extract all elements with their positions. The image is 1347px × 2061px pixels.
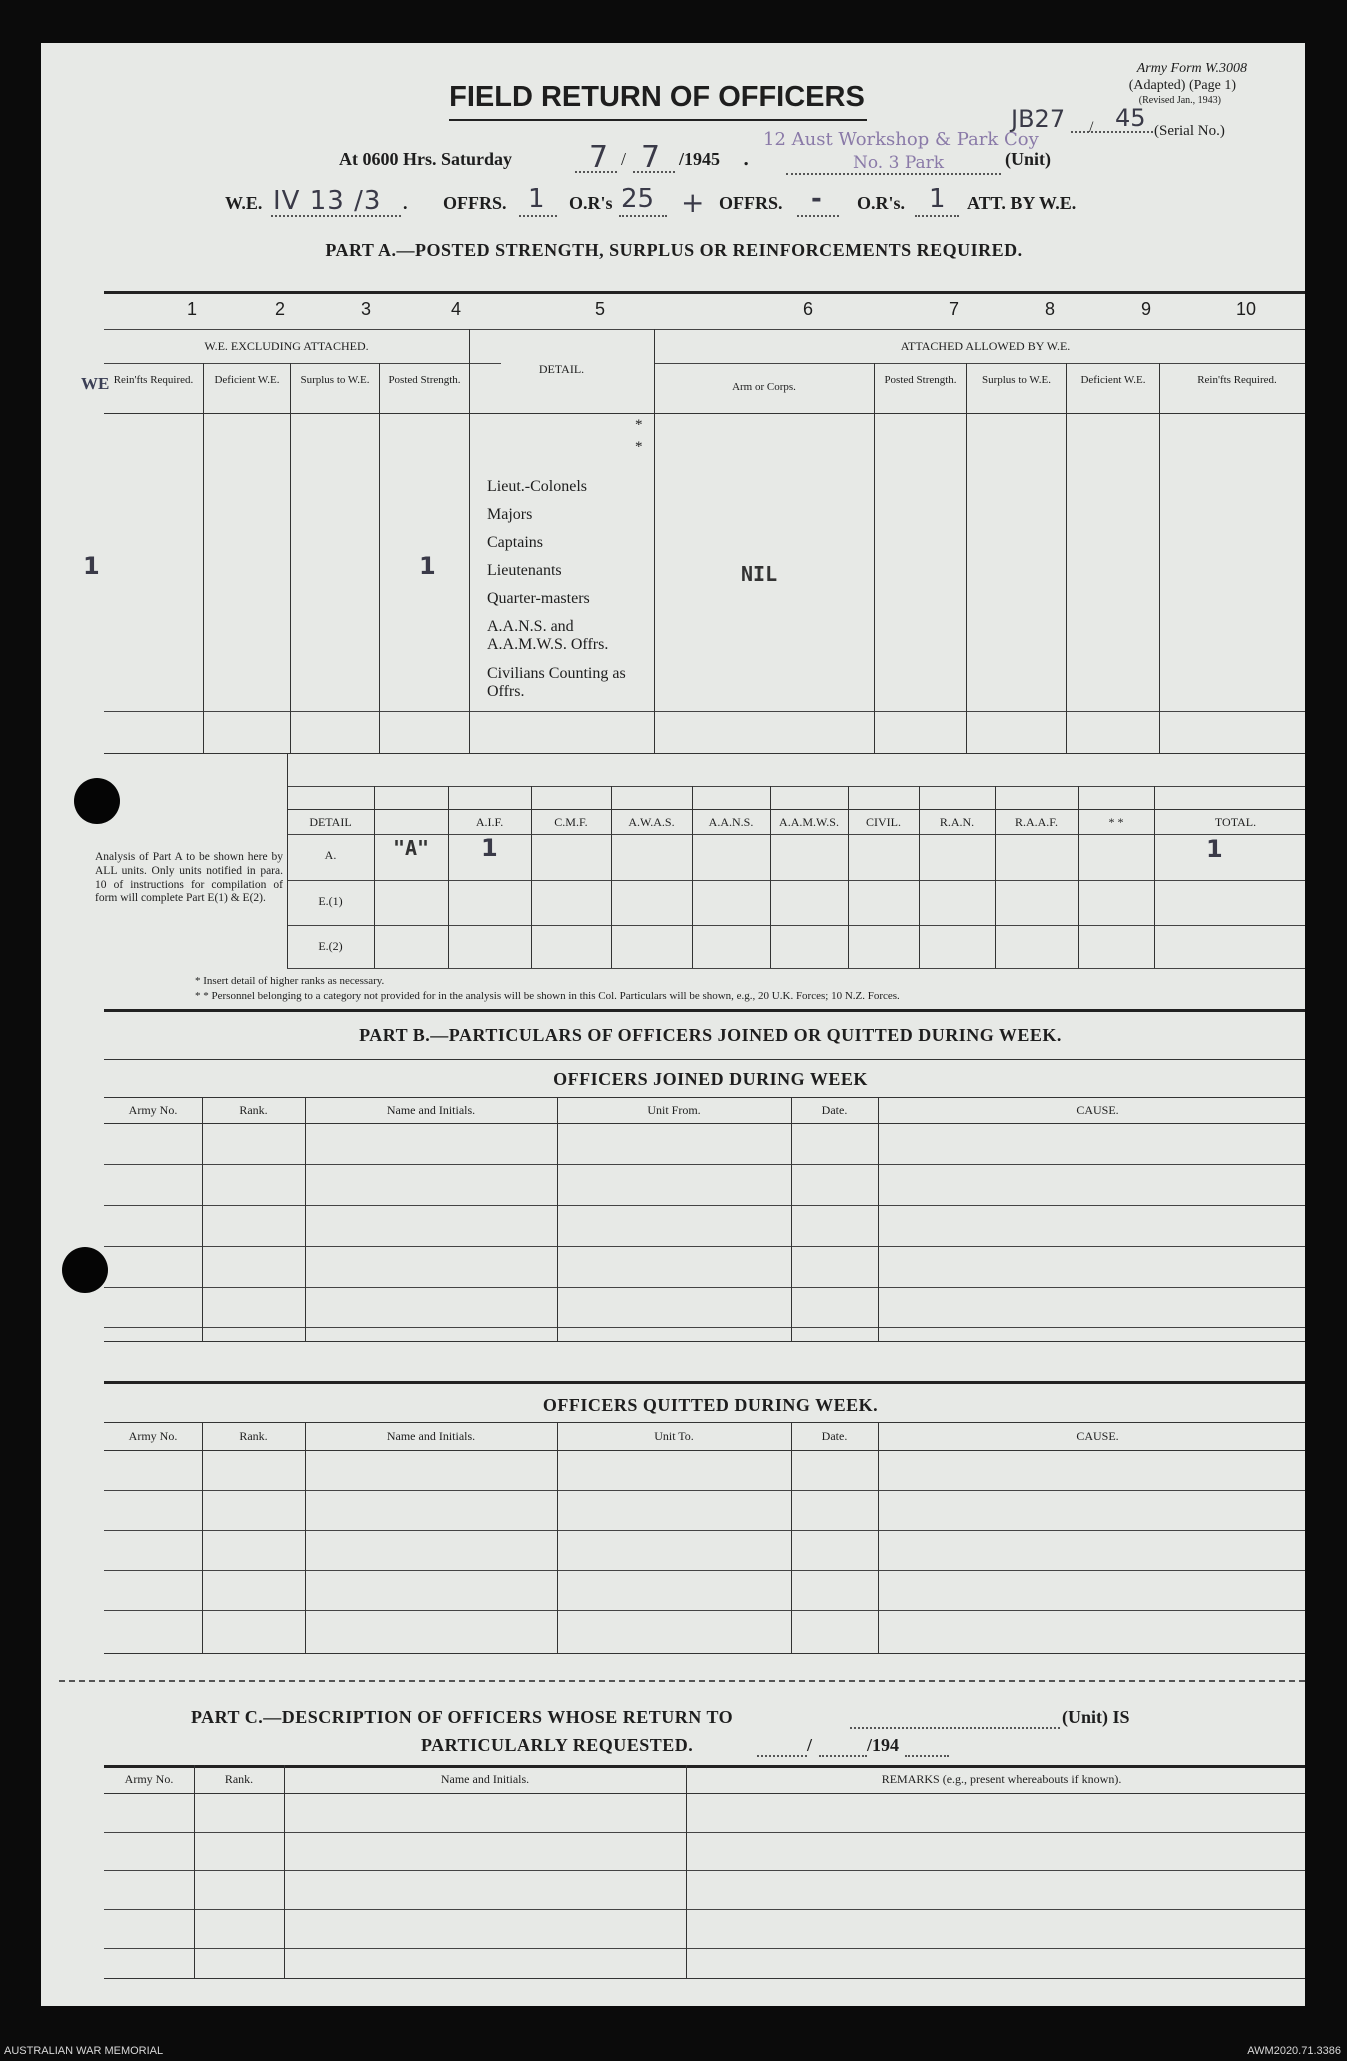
unit-stamp-park: No. 3 Park xyxy=(853,153,945,173)
quitted-header-army-no: Army No. xyxy=(128,1429,178,1443)
mark-left-margin: 1 xyxy=(83,552,100,580)
title-underline xyxy=(449,119,867,121)
joined-header-cause: CAUSE. xyxy=(1076,1103,1119,1117)
nil-stamp: NIL xyxy=(741,562,778,586)
part-b-title: PART B.—PARTICULARS OF OFFICERS JOINED OR QUITTED DURING WEEK. xyxy=(359,1025,1062,1045)
we-excluding-attached-header: W.E. EXCLUDING ATTACHED. xyxy=(204,339,369,353)
footnote-other-category: * * Personnel belonging to a category not provided for in the analysis will be shown in this Col. Particulars will be shown, e.g., 20 U.K. Forces; 10 N.Z. Forces. xyxy=(195,990,900,1002)
form-adapted-note: (Adapted) (Page 1) xyxy=(1128,78,1236,93)
part-c-header-remarks: REMARKS (e.g., present whereabouts if known). xyxy=(881,1772,1122,1786)
unit-stamp: 12 Aust Workshop & Park Coy xyxy=(763,129,1039,150)
analysis-header-awas: A.W.A.S. xyxy=(628,815,675,829)
part-c-unit-field[interactable] xyxy=(850,1727,1060,1729)
part-c-year: /194 xyxy=(867,1735,900,1755)
analysis-header-aans: A.A.N.S. xyxy=(708,815,754,829)
joined-header-name: Name and Initials. xyxy=(386,1103,476,1117)
quitted-header-date: Date. xyxy=(821,1429,848,1443)
part-c-unit-is: (Unit) IS xyxy=(1062,1707,1130,1727)
col-number-10: 10 xyxy=(1235,299,1257,319)
ors2-value: 1 xyxy=(929,184,946,214)
form-title: FIELD RETURN OF OFFICERS xyxy=(449,81,865,113)
asterisk-1: * xyxy=(635,417,643,433)
binder-hole-lower xyxy=(62,1247,108,1293)
analysis-header-other: * * xyxy=(1108,815,1124,829)
header-attached-reinfts: Rein'fts Required. xyxy=(1197,374,1277,386)
header-surplus-we: Surplus to W.E. xyxy=(300,374,370,386)
part-c-header-name: Name and Initials. xyxy=(440,1772,530,1786)
analysis-row-a-total: 1 xyxy=(1206,835,1223,863)
analysis-header-aamws: A.A.M.W.S. xyxy=(779,815,839,829)
joined-header-date: Date. xyxy=(821,1103,848,1117)
attached-allowed-header: ATTACHED ALLOWED BY W.E. xyxy=(900,339,1071,353)
analysis-row-a-aif: 1 xyxy=(481,834,498,862)
archive-credit: AUSTRALIAN WAR MEMORIAL xyxy=(4,2045,164,2057)
analysis-header-civil: CIVIL. xyxy=(866,815,901,829)
part-c-header-rank: Rank. xyxy=(224,1772,254,1786)
at-hours-label: At 0600 Hrs. Saturday xyxy=(339,149,513,169)
analysis-row-e1: E.(1) xyxy=(318,894,343,908)
header-attached-deficient: Deficient W.E. xyxy=(1080,374,1146,386)
analysis-header-total: TOTAL. xyxy=(1214,815,1257,829)
quitted-header-name: Name and Initials. xyxy=(386,1429,476,1443)
rank-majors: Majors xyxy=(487,506,533,523)
detail-header: DETAIL. xyxy=(538,362,585,376)
header-attached-surplus: Surplus to W.E. xyxy=(981,374,1052,386)
ors-value: 25 xyxy=(621,184,655,214)
officers-quitted-title: OFFICERS QUITTED DURING WEEK. xyxy=(542,1395,879,1415)
month-value: 7 xyxy=(641,140,661,175)
analysis-row-a: A. xyxy=(324,848,337,862)
analysis-row-a-mark: "A" xyxy=(392,836,430,860)
analysis-header-raaf: R.A.A.F. xyxy=(1014,815,1059,829)
ors-label: O.R's xyxy=(569,193,613,213)
analysis-note: Analysis of Part A to be shown here by ALL units. Only units notified in para. 10 of instructions for compilation of form will complete Part E(1) & E(2). xyxy=(95,851,283,905)
unit-label: (Unit) xyxy=(1005,149,1051,169)
offrs-label: OFFRS. xyxy=(443,193,507,213)
serial-label: (Serial No.) xyxy=(1154,123,1225,139)
col-number-9: 9 xyxy=(1140,299,1151,319)
col-number-5: 5 xyxy=(594,299,605,319)
quitted-header-cause: CAUSE. xyxy=(1076,1429,1119,1443)
offrs2-value: - xyxy=(811,184,822,214)
officers-joined-title: OFFICERS JOINED DURING WEEK xyxy=(553,1069,868,1089)
rank-captains: Captains xyxy=(487,534,543,551)
part-c-title: PART C.—DESCRIPTION OF OFFICERS WHOSE RETURN TO xyxy=(191,1707,734,1727)
mark-posted-strength: 1 xyxy=(419,552,436,580)
form-page: Army Form W.3008 (Adapted) (Page 1) (Revised Jan., 1943) FIELD RETURN OF OFFICERS JB27 / 45 (Serial No.) At 0600 Hrs. Saturday 7 / 7 /1945 . 12 Aust Workshop & Park Coy No. 3 Park (Unit) W.E. IV 13 /3 . OFFRS. 1 O.R's 25 + OFFRS. - O.R's. 1 ATT. BY W.E. PART A.—POSTED STRENGTH, SURPLUS OR REINFORCEMENTS REQUIRED. 1 2 3 4 5 6 7 8 9 10 W.E. EXCLUDING ATTACHED. ATTACHED ALLOWED BY W.E. DETAIL. WE Rein'fts Required. Deficient W.E. Surplus to W.E. Posted Strength. Arm or Corps. Posted Strength. Surplus to W.E. Deficient W.E. Rein'fts Required. * * Lieut.-Colonels Majors Captains Lieutenants Quarter-masters A.A.N.S. and A.A.M.W.S. Offrs. Civilians Counting as Offrs. 1 1 NIL DETAIL A.I.F. C.M.F. A.W.A.S. A.A.N.S. A.A.M.W.S. CIVIL. R.A.N. R.A.A.F. * * TOTAL. A. E.(1) E.(2) "A" 1 1 Analysis of Part A to be shown here by ALL units. Only units notified in para. 10 of instructions for compilation of form will complete Part E(1) & E(2). * Insert detail of higher ranks as necessary. * * Personnel belonging to a category not provided for in the analysis will be shown in this Col. Particulars will be shown, e.g., 20 U.K. Forces; 10 N.Z. Forces. PART B.—PARTICULARS OF OFFICERS JOINED OR QUITTED DURING WEEK. OFFICERS JOINED DURING WEEK Army No. Rank. Name and Initials. Unit From. Date. CAUSE. OFFICERS QUITTED DURING WEEK. Army No. Rank. Name and Initials. Unit To. Date. CAUSE. PART C.—DESCRIPTION OF OFFICERS WHOSE RETURN TO (Unit) IS PARTICULARLY REQUESTED. / /194 Army No. Rank. Name and Initials. REMARKS (e.g., present whereabouts if known). xyxy=(41,43,1305,2006)
col-number-6: 6 xyxy=(802,299,813,319)
joined-header-unit-from: Unit From. xyxy=(647,1103,701,1117)
part-c-month-field[interactable] xyxy=(819,1755,867,1757)
footnote-higher-ranks: * Insert detail of higher ranks as necessary. xyxy=(195,975,385,987)
serial-number: 45 xyxy=(1115,104,1146,132)
analysis-header-cmf: C.M.F. xyxy=(554,815,588,829)
offrs-value: 1 xyxy=(528,184,545,214)
ors2-label: O.R's. xyxy=(857,193,906,213)
rank-quartermasters: Quarter-masters xyxy=(487,590,590,607)
part-c-requested: PARTICULARLY REQUESTED. xyxy=(421,1735,694,1755)
we-label: W.E. xyxy=(225,193,263,213)
part-c-day-field[interactable] xyxy=(757,1755,807,1757)
header-arm-or-corps: Arm or Corps. xyxy=(732,381,796,393)
we-value: IV 13 /3 xyxy=(273,186,382,216)
binder-hole-upper xyxy=(74,778,120,824)
col-number-2: 2 xyxy=(274,299,285,319)
col-number-4: 4 xyxy=(450,299,461,319)
day-value: 7 xyxy=(589,140,609,175)
rank-aans-aamws: A.A.N.S. and A.A.M.W.S. Offrs. xyxy=(487,618,609,654)
rank-civilians: Civilians Counting as Offrs. xyxy=(487,665,626,701)
army-form-number: Army Form W.3008 xyxy=(1136,61,1247,76)
analysis-header-ran: R.A.N. xyxy=(939,815,975,829)
col-number-3: 3 xyxy=(360,299,371,319)
quitted-header-rank: Rank. xyxy=(239,1429,268,1443)
analysis-row-e2: E.(2) xyxy=(318,939,343,953)
archive-reference: AWM2020.71.3386 xyxy=(1247,2045,1341,2057)
analysis-header-detail: DETAIL xyxy=(309,815,352,829)
part-c-header-army-no: Army No. xyxy=(124,1772,174,1786)
att-by-we-label: ATT. BY W.E. xyxy=(967,193,1077,213)
serial-prefix: JB27 xyxy=(1011,105,1066,133)
header-deficient-we: Deficient W.E. xyxy=(214,374,280,386)
quitted-header-unit-to: Unit To. xyxy=(654,1429,694,1443)
header-posted-strength: Posted Strength. xyxy=(388,374,461,386)
tear-off-line xyxy=(59,1680,1305,1682)
rank-lieutenants: Lieutenants xyxy=(487,562,562,579)
header-attached-posted-strength: Posted Strength. xyxy=(884,374,957,386)
col-number-8: 8 xyxy=(1044,299,1055,319)
joined-header-rank: Rank. xyxy=(239,1103,268,1117)
rank-lieut-colonels: Lieut.-Colonels xyxy=(487,478,587,495)
joined-header-army-no: Army No. xyxy=(128,1103,178,1117)
col-number-1: 1 xyxy=(186,299,197,319)
we-margin-mark: WE xyxy=(81,374,110,393)
col-number-7: 7 xyxy=(948,299,959,319)
year-label: /1945 xyxy=(679,149,721,169)
part-a-title: PART A.—POSTED STRENGTH, SURPLUS OR REINFORCEMENTS REQUIRED. xyxy=(325,240,1023,260)
header-reinfts-required: Rein'fts Required. xyxy=(113,374,194,386)
asterisk-2: * xyxy=(635,439,643,455)
form-revised-note: (Revised Jan., 1943) xyxy=(1138,95,1221,106)
plus-sign: + xyxy=(681,186,705,219)
analysis-header-aif: A.I.F. xyxy=(475,815,504,829)
offrs2-label: OFFRS. xyxy=(719,193,783,213)
